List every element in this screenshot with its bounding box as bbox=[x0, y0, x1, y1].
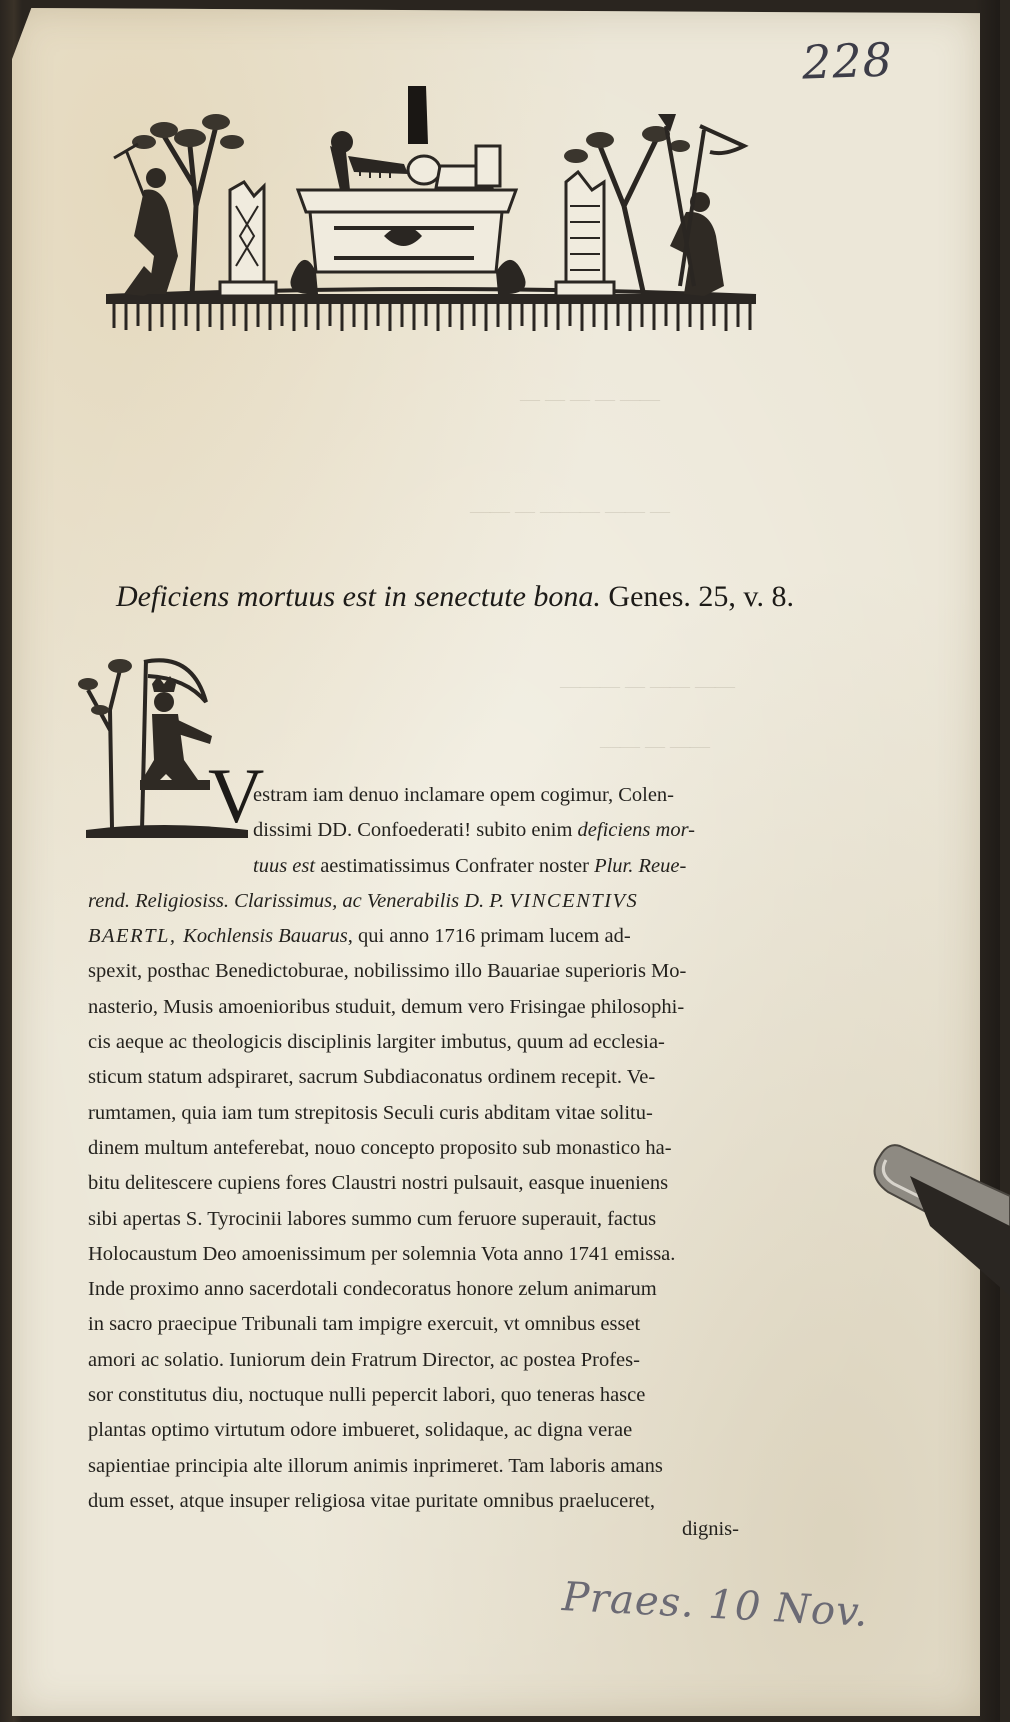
body-line bbox=[88, 1343, 788, 1378]
body-text-run: BAERTL, bbox=[88, 925, 184, 948]
body-line bbox=[88, 1378, 788, 1413]
body-text-run: Kochlensis Bauarus bbox=[183, 925, 348, 948]
epigraph-reference: Genes. 25, v. 8. bbox=[608, 580, 794, 613]
body-text-run: estram iam denuo inclamare opem cogimur, Colen- bbox=[253, 784, 675, 806]
initial-letter: V bbox=[208, 752, 265, 839]
show-through-text: ——— — —— —— bbox=[560, 675, 735, 697]
body-line bbox=[88, 1237, 788, 1272]
body-text-run: nasterio, Musis amoenioribus studuit, demum vero Frisingae philosophi- bbox=[88, 995, 685, 1018]
body-line bbox=[88, 954, 788, 989]
body-line bbox=[88, 849, 788, 884]
body-text bbox=[88, 778, 788, 1519]
body-text-run: Holocaustum Deo amoenissimum per solemnia Vota anno 1741 emissa. bbox=[88, 1242, 676, 1265]
show-through-text: — — — — —— bbox=[520, 388, 660, 410]
archive-number: 228 bbox=[801, 32, 894, 90]
handwritten-note: Praes. 10 Nov. bbox=[561, 1574, 870, 1636]
body-text-run: tuus est bbox=[253, 854, 316, 877]
body-text-run: amori ac solatio. Iuniorum dein Fratrum Director, ac postea Profes- bbox=[88, 1348, 640, 1371]
body-line bbox=[88, 1166, 788, 1201]
body-text-run: , qui anno 1716 primam lucem ad- bbox=[347, 925, 631, 948]
body-line bbox=[88, 1025, 788, 1060]
body-text-run: aestimatissimus Confrater noster bbox=[315, 854, 595, 877]
body-text-run: sibi apertas S. Tyrocinii labores summo cum feruore superauit, factus bbox=[88, 1207, 657, 1230]
epigraph-quote: Deficiens mortuus est in senectute bona. bbox=[116, 580, 601, 613]
catchword: dignis- bbox=[682, 1518, 739, 1540]
body-line bbox=[88, 1307, 788, 1342]
body-line bbox=[88, 1060, 788, 1095]
body-text-run: Plur. Reue- bbox=[594, 854, 687, 877]
body-line bbox=[88, 919, 788, 954]
body-text-run: rumtamen, quia iam tum strepitosis Seculi curis abditam vitae solitu- bbox=[88, 1101, 653, 1124]
body-line bbox=[88, 1449, 788, 1484]
body-text-run: dinem multum anteferebat, nouo concepto proposito sub monastico ha- bbox=[88, 1136, 672, 1159]
body-line bbox=[88, 813, 788, 848]
body-text-run: Inde proximo anno sacerdotali condecoratus honore zelum animarum bbox=[88, 1278, 657, 1301]
body-line bbox=[88, 990, 788, 1025]
body-line bbox=[88, 1096, 788, 1131]
body-line bbox=[88, 1131, 788, 1166]
body-text-run: sticum statum adspiraret, sacrum Subdiaconatus ordinem recepit. Ve- bbox=[88, 1066, 656, 1089]
body-line bbox=[88, 778, 788, 813]
body-line bbox=[88, 884, 788, 919]
body-text-run: sor constitutus diu, noctuque nulli pepercit labori, quo teneras hasce bbox=[88, 1384, 646, 1407]
body-text-run: cis aeque ac theologicis disciplinis largiter imbutus, quum ad ecclesia- bbox=[88, 1031, 665, 1054]
body-line bbox=[88, 1272, 788, 1307]
metal-clip bbox=[870, 1136, 1010, 1296]
body-text-run: rend. Religiosiss. Clarissimus, ac Venerabilis D. P. bbox=[88, 889, 510, 912]
body-line bbox=[88, 1413, 788, 1448]
body-text-run: plantas optimo virtutum odore imbueret, solidaque, ac digna verae bbox=[88, 1419, 633, 1442]
body-text-run: sapientiae principia alte illorum animis inprimeret. Tam laboris amans bbox=[88, 1454, 663, 1477]
body-text-run: bitu delitescere cupiens fores Claustri nostri pulsauit, easque inueniens bbox=[88, 1172, 669, 1195]
show-through-text: —— — —— bbox=[600, 735, 710, 757]
epigraph bbox=[116, 580, 816, 614]
body-line bbox=[88, 1202, 788, 1237]
body-line bbox=[88, 1484, 788, 1519]
body-text-run: in sacro praecipue Tribunali tam impigre exercuit, vt omnibus esset bbox=[88, 1313, 641, 1336]
woodcut-vignette bbox=[104, 86, 764, 346]
show-through-text: —— — ——— —— — bbox=[470, 500, 670, 522]
body-text-run: deficiens mor- bbox=[577, 819, 695, 842]
body-text-run: spexit, posthac Benedictoburae, nobilissimo illo Bauariae superioris Mo- bbox=[88, 960, 687, 983]
body-text-run: VINCENTIVS bbox=[509, 889, 639, 912]
body-text-run: dum esset, atque insuper religiosa vitae puritate omnibus praeluceret, bbox=[88, 1489, 655, 1512]
body-text-run: dissimi DD. Confoederati! subito enim bbox=[253, 819, 578, 842]
